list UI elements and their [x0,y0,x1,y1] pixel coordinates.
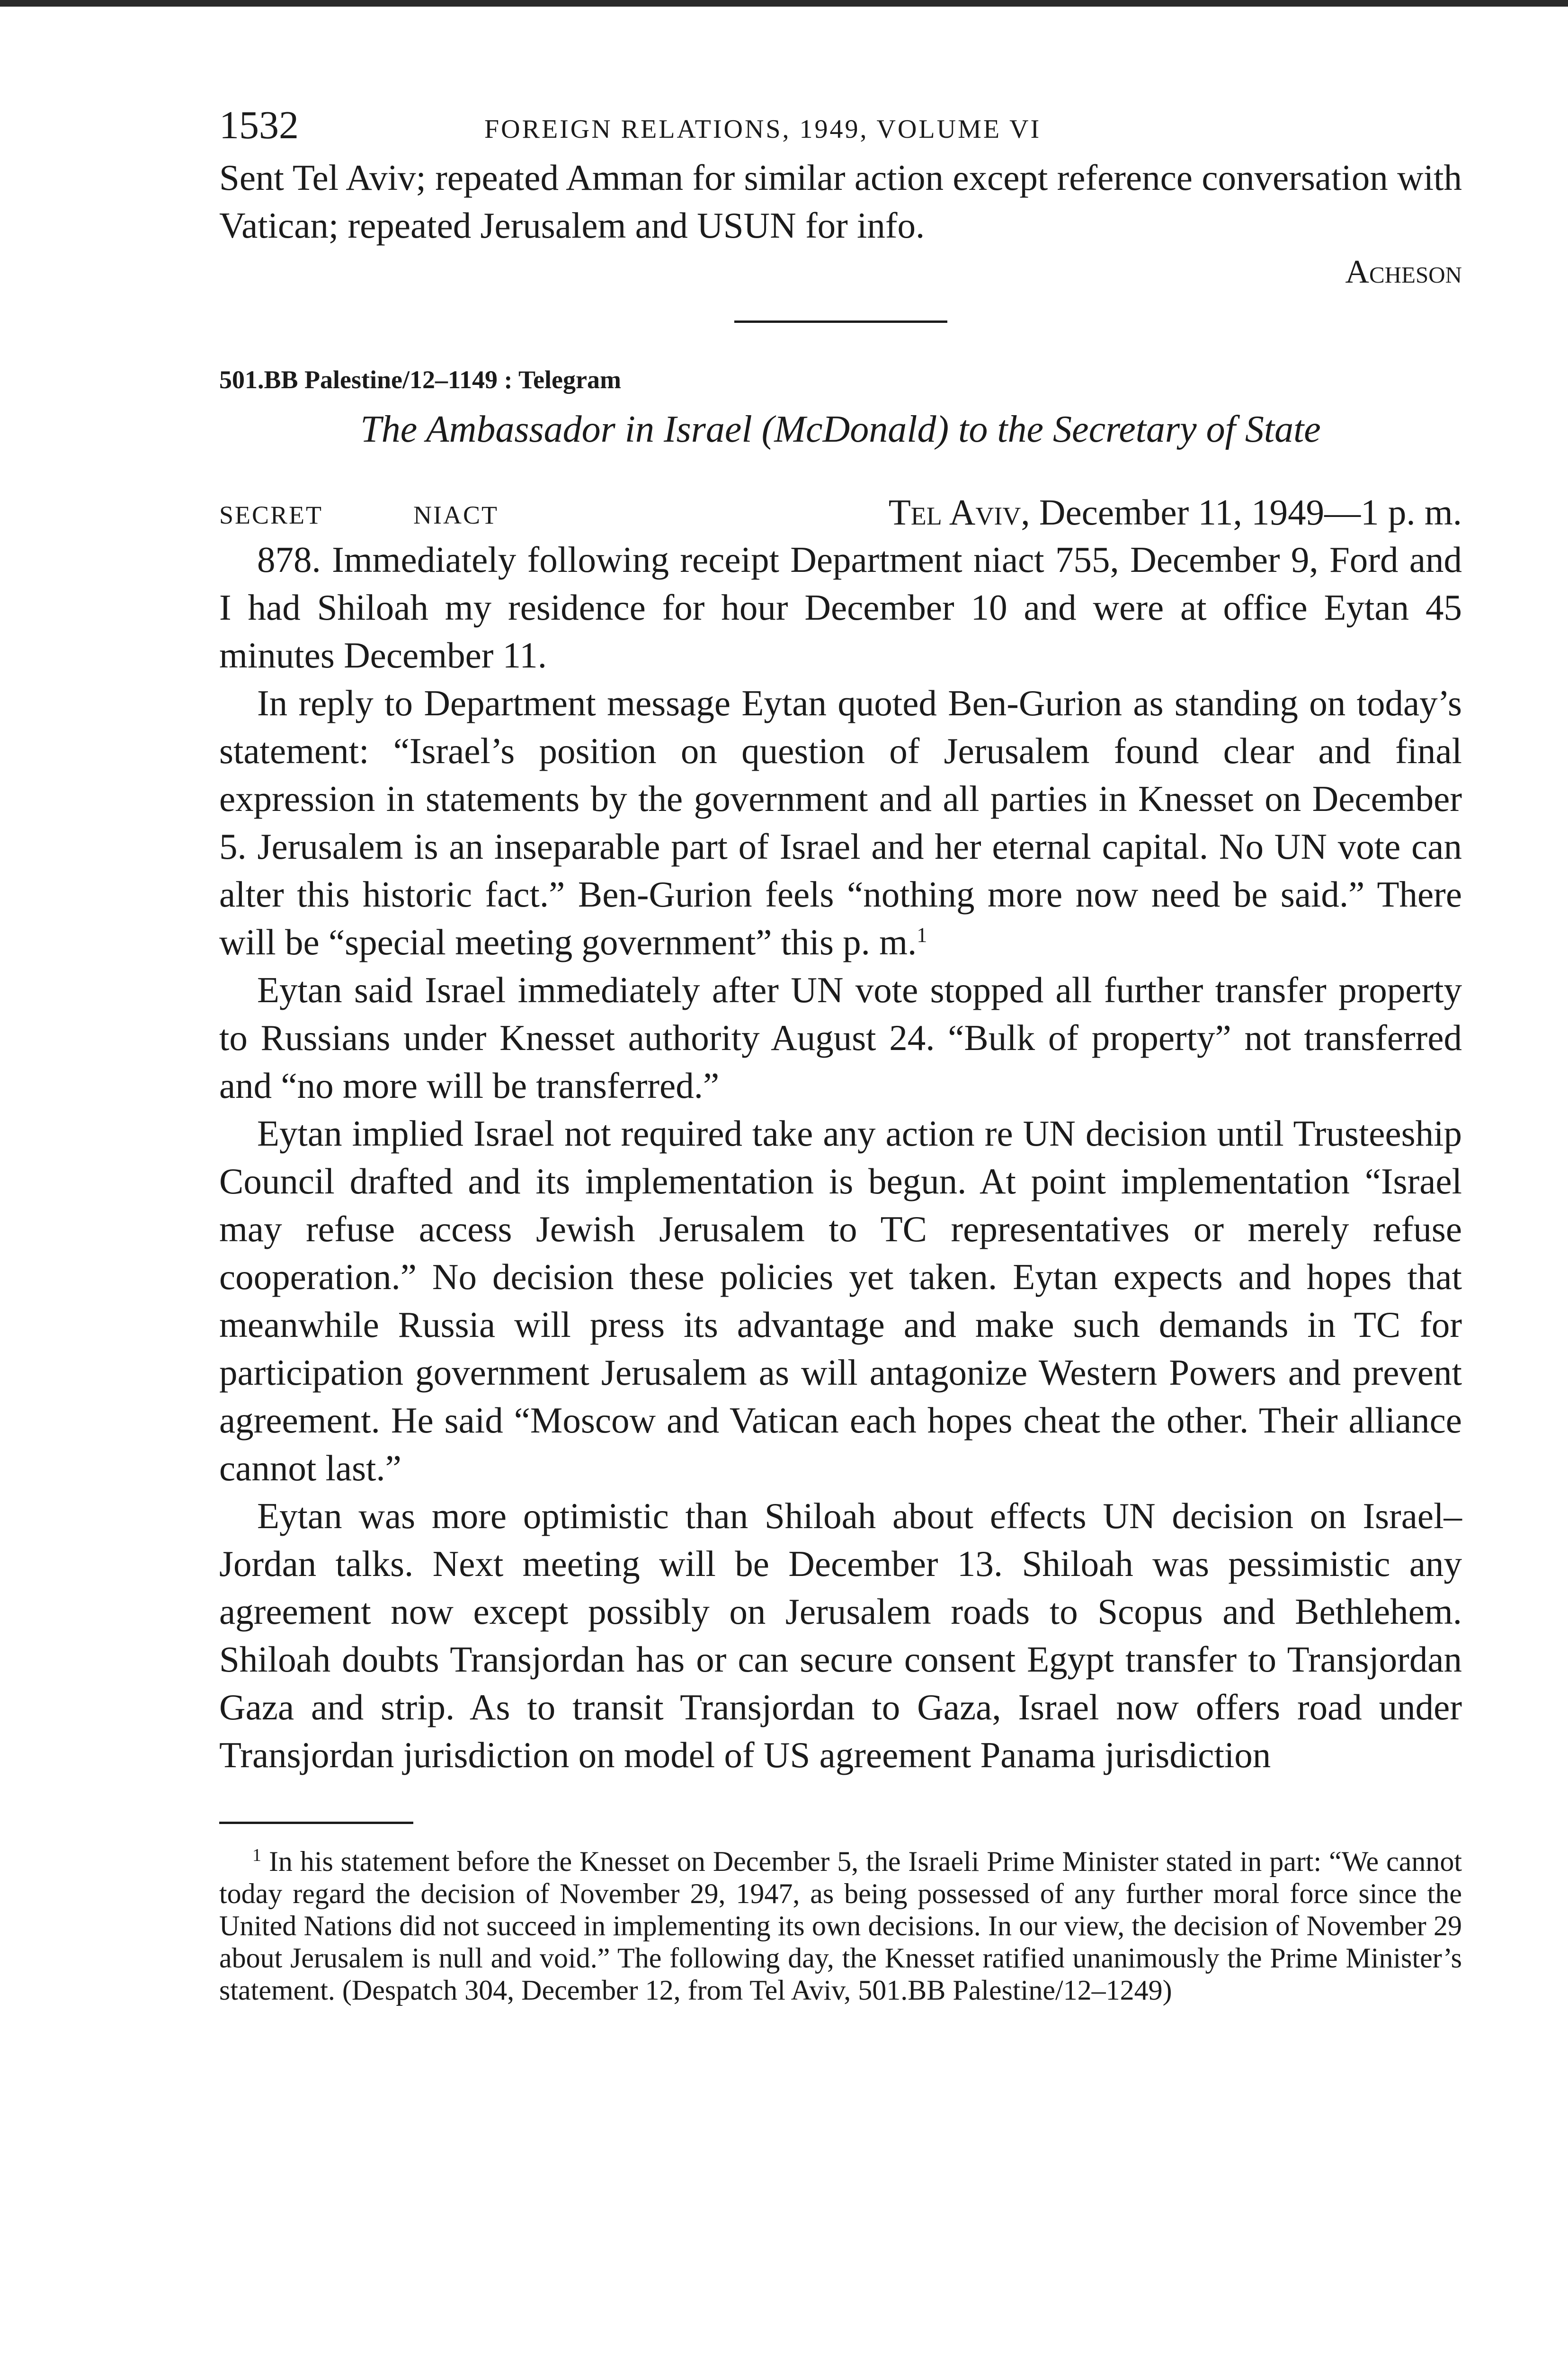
telegram-meta-line [219,489,1462,536]
signature: Acheson [1345,254,1462,290]
opening-paragraph: Sent Tel Aviv; repeated Amman for similar action except reference conversation with Vatican; repeated Jerusalem and USUN for info. [219,157,1462,246]
telegram-body [219,536,1462,1779]
body-paragraph-2 [219,679,1462,966]
body-paragraph-2-text: In reply to Department message Eytan quoted Ben-Gurion as standing on today’s statement: “Israel’s position on question of Jerusalem found clear and final expression in statements by the government and all parties in Knesset on December 5. Jerusalem is an inseparable part of Israel and her eternal capital. No UN vote can alter this historic fact.” Ben-Gurion feels “nothing more now need be said.” There will be “special meeting government” this p. m. [219,683,1462,962]
footnote-text: In his statement before the Knesset on December 5, the Israeli Prime Minister stated in part: “We cannot today regard the decision of November 29, 1947, as being possessed of any further moral force since the United Nations did not succeed in implementing its own decisions. In our view, the decision of November 29 about Jerusalem is null and void.” The following day, the Knesset ratified unanimously the Prime Minister’s statement. (Despatch 304, December 12, from Tel Aviv, 501.BB Palestine/12–1249) [219,1846,1462,2006]
body-paragraph-5: Eytan was more optimistic than Shiloah about effects UN decision on Israel–Jordan talks. Next meeting will be December 13. Shiloah was pessimistic any agreement now except possibly on Jerusalem roads to Scopus and Bethlehem. Shiloah doubts Transjordan has or can secure consent Egypt transfer to Transjordan Gaza and strip. As to transit Transjordan to Gaza, Israel now offers road under Transjordan jurisdiction on model of US agreement Panama jurisdiction [219,1495,1462,1775]
document-page [219,102,1462,2006]
top-edge-rule [0,0,1568,7]
running-head [219,102,1462,154]
place-label: Tel Aviv, [888,492,1030,533]
footnote [219,1839,1462,2006]
section-divider [734,320,947,323]
running-title: FOREIGN RELATIONS, 1949, VOLUME VI [484,115,1042,144]
footnote-reference-marker: 1 [917,923,927,947]
place-and-date [889,489,1462,536]
footnote-rule [219,1822,413,1824]
footnote-marker: 1 [252,1845,261,1865]
body-paragraph-4: Eytan implied Israel not required take any action re UN decision until Trusteeship Council drafted and its implementation is begun. At point implementation “Israel may refuse access Jewish Jerusalem to TC representatives or merely refuse cooperation.” No decision these policies yet taken. Eytan expects and hopes that meanwhile Russia will press its advantage and make such demands in TC for participation government Jerusalem as will antagonize Western Powers and prevent agreement. He said “Moscow and Vatican each hopes cheat the other. Their alliance cannot last.” [219,1113,1462,1488]
classification-label: SECRET [219,501,323,529]
document-title: The Ambassador in Israel (McDonald) to the Secretary of State [360,409,1321,450]
page-number: 1532 [219,103,299,147]
date-label: December 11, 1949—1 p. m. [1039,492,1462,533]
opening-section [219,154,1462,294]
document-reference: 501.BB Palestine/12–1149 : Telegram [219,365,621,394]
body-paragraph-1: 878. Immediately following receipt Department niact 755, December 9, Ford and I had Shiloah my residence for hour December 10 and were at office Eytan 45 minutes December 11. [219,539,1462,676]
priority-label: NIACT [413,501,499,529]
body-paragraph-3: Eytan said Israel immediately after UN vote stopped all further transfer property to Russians under Knesset authority August 24. “Bulk of property” not transferred and “no more will be transferred.” [219,970,1462,1106]
